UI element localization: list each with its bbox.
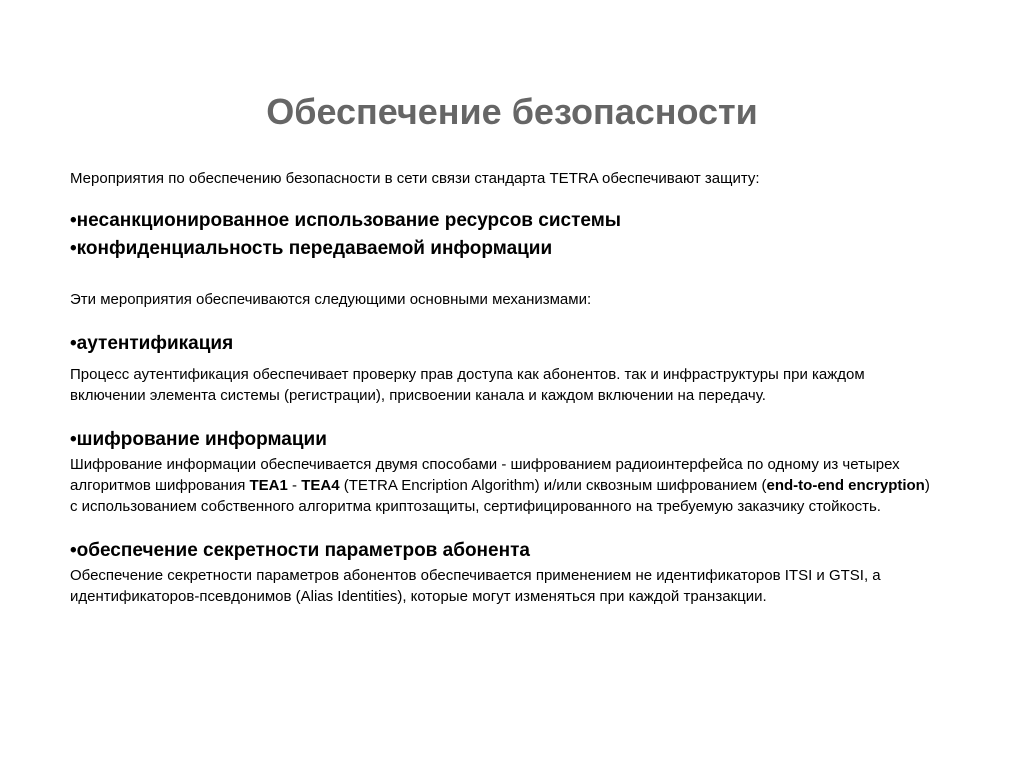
encryption-text-part-2: (TETRA Encription Algorithm) и/или сквозным шифрованием (: [339, 477, 767, 494]
intro-text: Мероприятия по обеспечению безопасности в сети связи стандарта TETRA обеспечивают защиту:: [70, 170, 760, 187]
encryption-text-part-1: Шифрование информации обеспечивается двумя способами - шифрованием радиоинтерфейса по одному из четырех алгоритмов шифрования: [70, 456, 900, 494]
heading-encryption: •шифрование информации: [70, 429, 327, 450]
heading-subscriber-secrecy: •обеспечение секретности параметров абонента: [70, 540, 530, 561]
encryption-text: [70, 454, 930, 517]
tea1-label: TEA1: [249, 477, 288, 494]
authentication-text: Процесс аутентификация обеспечивает проверку прав доступа как абонентов. так и инфраструктуры при каждом включении элемента системы (регистрации), присвоении канала и каждом включении на передачу.: [70, 366, 865, 404]
encryption-text-part-3: ) с использованием собственного алгоритма криптозащиты, сертифицированного на требуемую заказчику стойкость.: [70, 477, 930, 515]
slide-content: [70, 168, 930, 607]
subscriber-secrecy-text: Обеспечение секретности параметров абонентов обеспечивается применением не идентификаторов ITSI и GTSI, а идентификаторов-псевдонимов (Alias Identities), которые могут изменяться при каждой транзакции.: [70, 567, 881, 605]
e2e-label: end-to-end encryption: [766, 477, 925, 494]
tea-dash: -: [287, 477, 302, 494]
tea4-label: TEA4: [301, 477, 340, 494]
bullet-confidentiality: •конфиденциальность передаваемой информации: [70, 238, 553, 259]
slide-title: Обеспечение безопасности: [266, 91, 758, 132]
mechanisms-intro-text: Эти мероприятия обеспечиваются следующими основными механизмами:: [70, 291, 592, 308]
bullet-unauthorized-use: •несанкционированное использование ресурсов системы: [70, 210, 621, 231]
heading-authentication: •аутентификация: [70, 333, 234, 354]
